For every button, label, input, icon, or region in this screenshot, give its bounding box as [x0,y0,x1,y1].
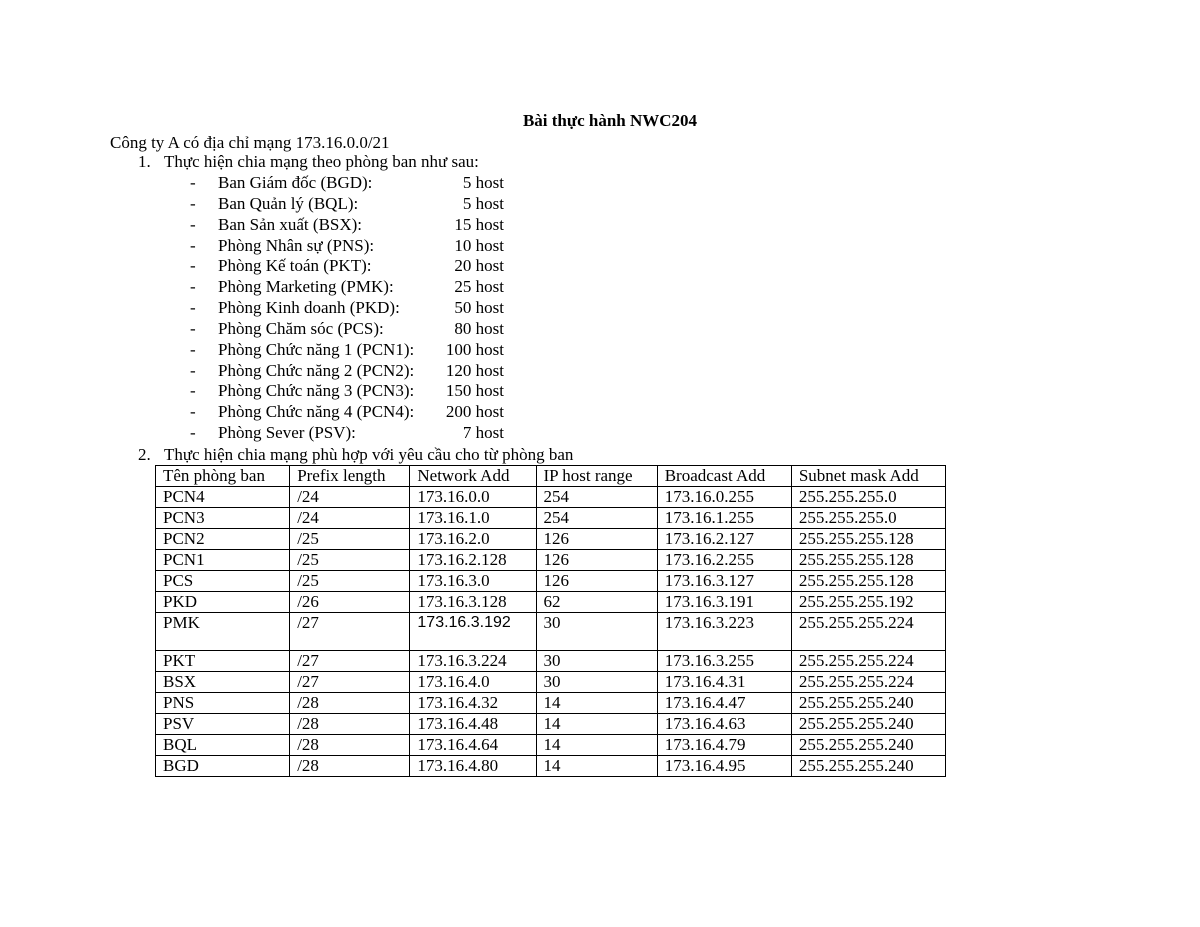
table-cell: 173.16.3.127 [657,571,791,592]
table-cell: 62 [536,592,657,613]
table-cell: 14 [536,693,657,714]
host-count: 200 host [445,402,504,422]
header-cell: Network Add [410,466,536,487]
table-cell: BSX [156,672,290,693]
department-name: Phòng Chăm sóc (PCS): [218,318,384,338]
department-host-list [190,173,510,444]
table-cell: 14 [536,756,657,777]
table-cell: 30 [536,613,657,651]
table-cell: 173.16.3.191 [657,592,791,613]
table-cell: 173.16.2.128 [410,550,536,571]
department-name: Ban Quản lý (BQL): [218,193,359,213]
table-cell: 173.16.4.79 [657,735,791,756]
department-name: Phòng Chức năng 4 (PCN4): [218,402,415,422]
document-title: Bài thực hành NWC204 [522,111,698,130]
table-cell: 126 [536,571,657,592]
table-cell: 173.16.2.255 [657,550,791,571]
table-cell: /24 [290,487,410,508]
department-name: Ban Giám đốc (BGD): [218,173,373,192]
department-name: Ban Sản xuất (BSX): [218,214,363,234]
table-cell: 126 [536,529,657,550]
table-cell: 255.255.255.240 [791,693,945,714]
department-name: Phòng Marketing (PMK): [218,277,394,297]
table-cell: 255.255.255.128 [791,571,945,592]
list-item: - Phòng Chức năng 2 (PCN2): 120 host [190,360,504,380]
table-cell: /27 [290,651,410,672]
table-cell: 255.255.255.240 [791,714,945,735]
table-cell: 173.16.4.80 [410,756,536,777]
host-count: 50 host [454,298,504,318]
table-cell: 126 [536,550,657,571]
table-cell: PSV [156,714,290,735]
table-row [156,735,946,756]
question-1-number: 1. [138,152,151,171]
table-cell: 254 [536,508,657,529]
table-cell: /26 [290,592,410,613]
question-2-number: 2. [138,445,151,464]
table-row [156,651,946,672]
table-cell: 173.16.4.31 [657,672,791,693]
host-count: 150 host [445,381,504,401]
department-name: Phòng Chức năng 2 (PCN2): [218,360,415,380]
table-cell: 30 [536,672,657,693]
header-cell: Broadcast Add [657,466,791,487]
table-cell: 173.16.2.127 [657,529,791,550]
header-cell: Tên phòng ban [156,466,290,487]
department-name: Phòng Chức năng 1 (PCN1): [218,339,415,359]
department-name: Phòng Nhân sự (PNS): [218,235,375,255]
host-count: 10 host [454,235,504,255]
table-cell: PKT [156,651,290,672]
table-cell: 173.16.3.192 [410,613,536,651]
list-item: - Phòng Chức năng 4 (PCN4): 200 host [190,402,504,422]
table-cell: 173.16.1.255 [657,508,791,529]
table-row [156,571,946,592]
table-cell: PCN1 [156,550,290,571]
table-cell: PCN3 [156,508,290,529]
table-cell: 173.16.4.63 [657,714,791,735]
table-row [156,592,946,613]
table-cell: 255.255.255.192 [791,592,945,613]
table-cell: PCN4 [156,487,290,508]
list-item: - Phòng Kế toán (PKT): 20 host [190,256,504,276]
table-row [156,550,946,571]
list-item: - Phòng Sever (PSV): 7 host [190,423,504,443]
table-cell: BQL [156,735,290,756]
table-cell: /28 [290,693,410,714]
table-cell: 255.255.255.224 [791,613,945,651]
table-cell: PNS [156,693,290,714]
table-cell: /28 [290,756,410,777]
table-cell: /25 [290,550,410,571]
host-count: 120 host [445,360,504,380]
question-1 [138,152,479,172]
table-cell: PMK [156,613,290,651]
table-cell: 173.16.3.128 [410,592,536,613]
list-item: - Phòng Kinh doanh (PKD): 50 host [190,298,504,318]
subnet-table [155,465,946,777]
table-row [156,487,946,508]
table-cell: 173.16.3.224 [410,651,536,672]
table-header-row [156,466,946,487]
list-item: - Phòng Marketing (PMK): 25 host [190,277,504,297]
list-item: - Ban Giám đốc (BGD): 5 host [190,173,504,192]
department-name: Phòng Kinh doanh (PKD): [218,298,400,318]
list-item: - Ban Quản lý (BQL): 5 host [190,193,504,213]
host-count: 25 host [454,277,504,297]
table-cell: 173.16.4.32 [410,693,536,714]
table-cell: 173.16.4.0 [410,672,536,693]
intro-text: Công ty A có địa chỉ mạng 173.16.0.0/21 [110,133,390,152]
table-cell: 255.255.255.128 [791,550,945,571]
question-1-text: Thực hiện chia mạng theo phòng ban như sau: [164,152,479,171]
table-cell: 255.255.255.128 [791,529,945,550]
table-cell: 173.16.2.0 [410,529,536,550]
table-cell: /25 [290,529,410,550]
table-cell: /24 [290,508,410,529]
table-cell: 255.255.255.224 [791,651,945,672]
table-cell: /28 [290,714,410,735]
table-cell: 173.16.4.47 [657,693,791,714]
table-row [156,672,946,693]
table-cell: 254 [536,487,657,508]
table-cell: 173.16.0.0 [410,487,536,508]
table-cell: 173.16.3.255 [657,651,791,672]
table-row [156,508,946,529]
table-cell: PCN2 [156,529,290,550]
host-count: 5 host [462,193,504,213]
table-cell: 173.16.1.0 [410,508,536,529]
host-count: 100 host [445,339,504,359]
table-cell: 255.255.255.0 [791,508,945,529]
list-item: - Ban Sản xuất (BSX): 15 host [190,214,504,234]
question-2-text: Thực hiện chia mạng phù hợp với yêu cầu cho từ phòng ban [164,445,574,464]
table-cell: 255.255.255.0 [791,487,945,508]
host-count: 5 host [462,173,504,192]
table-cell: BGD [156,756,290,777]
table-cell: 173.16.4.48 [410,714,536,735]
table-row [156,756,946,777]
table-cell: 14 [536,735,657,756]
table-cell: PCS [156,571,290,592]
table-cell: 173.16.3.223 [657,613,791,651]
table-row [156,529,946,550]
table-cell: /27 [290,672,410,693]
list-item: - Phòng Chức năng 1 (PCN1): 100 host [190,339,504,359]
table-cell: 14 [536,714,657,735]
list-item: - Phòng Chăm sóc (PCS): 80 host [190,318,504,338]
list-item: - Phòng Chức năng 3 (PCN3): 150 host [190,381,504,401]
host-count: 7 host [462,423,504,443]
table-cell: /27 [290,613,410,651]
host-count: 15 host [454,214,504,234]
table-cell: /25 [290,571,410,592]
table-cell: 255.255.255.224 [791,672,945,693]
department-name: Phòng Kế toán (PKT): [218,256,372,276]
table-cell: 173.16.4.95 [657,756,791,777]
host-count: 80 host [454,318,504,338]
header-cell: Prefix length [290,466,410,487]
question-2 [138,445,573,465]
table-cell: /28 [290,735,410,756]
host-count: 20 host [454,256,504,276]
header-cell: IP host range [536,466,657,487]
table-cell: 255.255.255.240 [791,735,945,756]
table-row [156,693,946,714]
table-cell: 173.16.0.255 [657,487,791,508]
table-cell: 173.16.4.64 [410,735,536,756]
table-cell: 255.255.255.240 [791,756,945,777]
table-row [156,714,946,735]
list-item: - Phòng Nhân sự (PNS): 10 host [190,235,504,255]
department-name: Phòng Chức năng 3 (PCN3): [218,381,415,401]
department-name: Phòng Sever (PSV): [218,423,356,443]
table-cell: 173.16.3.0 [410,571,536,592]
header-cell: Subnet mask Add [791,466,945,487]
table-row [156,613,946,651]
table-cell: 30 [536,651,657,672]
table-cell: PKD [156,592,290,613]
